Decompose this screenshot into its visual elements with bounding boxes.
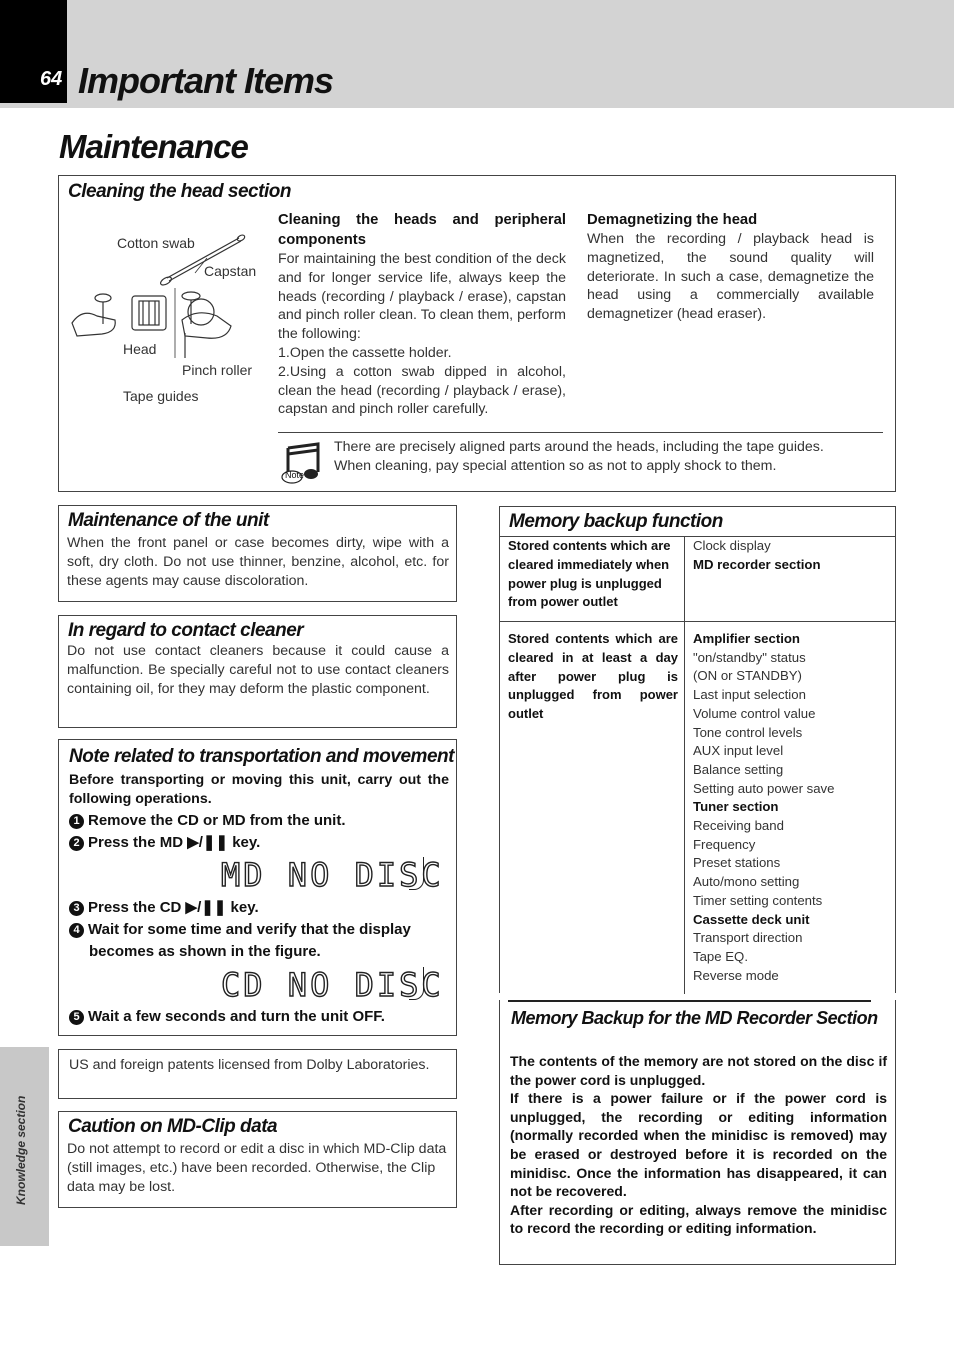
transport-step-5 xyxy=(69,1006,454,1028)
transport-step-3-text: Press the CD ▶/❚❚ key. xyxy=(88,899,259,916)
transport-step-4-cont: becomes as shown in the figure. xyxy=(89,943,321,960)
tuner-item: Auto/mono setting xyxy=(693,874,800,890)
demag-heading: Demagnetizing the head xyxy=(587,212,758,228)
amp-item: Setting auto power save xyxy=(693,780,835,796)
transport-step-4 xyxy=(69,919,454,941)
cleaning-head-title: Cleaning the head section xyxy=(68,181,291,202)
tuner-item: Timer setting contents xyxy=(693,892,823,908)
transport-step-1 xyxy=(69,810,454,832)
transport-box xyxy=(58,739,457,1036)
md-backup-p3: After recording or editing, always remove the minidisc to record the recording or editing information. xyxy=(510,1201,887,1237)
memory-backup-title: Memory backup function xyxy=(509,511,723,532)
md-clip-title: Caution on MD-Clip data xyxy=(68,1116,278,1137)
step-number-3: 3 xyxy=(69,901,84,916)
transport-step-2-text: Press the MD ▶/❚❚ key. xyxy=(88,834,261,851)
note-icon-label: Note xyxy=(285,470,305,480)
note-line-1: There are precisely aligned parts around the heads, including the tape guides. xyxy=(334,439,824,455)
heads-step-1: 1.Open the cassette holder. xyxy=(278,344,452,361)
lcd-display-cd: CD NO DISC xyxy=(221,966,444,1004)
amp-heading: Amplifier section xyxy=(693,631,800,646)
step-number-2: 2 xyxy=(69,836,84,851)
memory-row2-right xyxy=(693,630,888,985)
amp-item: AUX input level xyxy=(693,743,784,759)
memory-row1-left: Stored contents which are cleared immediately when power plug is unplugged from power outlet xyxy=(508,538,671,610)
md-backup-p1: The contents of the memory are not stored on the disc if the power cord is unplugged. xyxy=(510,1053,887,1088)
patent-text: US and foreign patents licensed from Dolby Laboratories. xyxy=(69,1057,430,1073)
deck-heading: Cassette deck unit xyxy=(693,911,810,927)
md-backup-box xyxy=(499,1000,896,1265)
page-number: 64 xyxy=(40,68,63,90)
amp-item: Last input selection xyxy=(693,687,806,703)
memory-row-divider xyxy=(500,621,895,622)
contact-cleaner-title: In regard to contact cleaner xyxy=(68,620,304,641)
maintenance-unit-title: Maintenance of the unit xyxy=(68,510,269,531)
maintenance-unit-body: When the front panel or case becomes dirty, wipe with a soft, dry cloth. Do not use thinner, benzine, alcohol, etc. for these agents may cause discoloration. xyxy=(67,535,449,589)
md-backup-p2: If there is a power failure or if the power cord is unplugged, the recording or editing information (normally recorded when the minidisc is removed) may be erased or destroyed before it is recorded on the minidisc. Once the information has disappeared, it can not be recovered. xyxy=(510,1090,887,1200)
maintenance-unit-box xyxy=(58,505,457,602)
patent-box xyxy=(58,1049,457,1099)
heads-heading: Cleaning the heads and peripheral components xyxy=(278,212,566,248)
md-clip-body: Do not attempt to record or edit a disc in which MD-Clip data (still images, etc.) have been recorded. Otherwise, the Clip data may be lost. xyxy=(67,1141,447,1195)
demag-body: When the recording / playback head is magnetized, the sound quality will deteriorate. In such a case, demagnetize the head using a commercially available demagnetizer (head eraser). xyxy=(587,231,874,323)
lcd-display-md: MD NO DISC xyxy=(221,856,444,894)
lcd-frame-cd xyxy=(409,967,424,1000)
tuner-item: Receiving band xyxy=(693,818,784,834)
transport-steps-a xyxy=(69,810,454,854)
step-number-5: 5 xyxy=(69,1010,84,1025)
amp-item: (ON or STANDBY) xyxy=(693,668,802,684)
deck-item: Reverse mode xyxy=(693,967,779,983)
step-number-4: 4 xyxy=(69,923,84,938)
heads-step-2: 2.Using a cotton swab dipped in alcohol, clean the head (recording / playback / erase), capstan and pinch roller carefully. xyxy=(278,363,566,418)
transport-steps-b xyxy=(69,897,454,963)
contact-cleaner-box xyxy=(58,615,457,728)
memory-row1-right xyxy=(693,537,888,574)
label-tape-guides: Tape guides xyxy=(123,388,199,404)
md-clip-box xyxy=(58,1111,457,1208)
step-number-1: 1 xyxy=(69,814,84,829)
memory-backup-box xyxy=(499,506,896,993)
transport-step-3 xyxy=(69,897,454,919)
page-title: Important Items xyxy=(78,60,334,101)
tuner-item: Preset stations xyxy=(693,855,781,871)
memory-column-divider xyxy=(684,536,685,994)
transport-steps-c xyxy=(69,1006,454,1028)
contact-cleaner-body: Do not use contact cleaners because it could cause a malfunction. Be specially careful not to use contact cleaners containing oil, for they may deform the plastic component. xyxy=(67,643,449,697)
amp-item: Tone control levels xyxy=(693,724,803,740)
sidebar-label: Knowledge section xyxy=(14,1095,28,1205)
transport-title: Note related to transportation and movement xyxy=(69,746,454,767)
amp-item: Balance setting xyxy=(693,761,784,777)
amp-item: Volume control value xyxy=(693,705,816,721)
md-backup-top-rule xyxy=(508,1000,871,1002)
tuner-heading: Tuner section xyxy=(693,799,779,815)
lcd-frame-md xyxy=(409,857,424,890)
deck-item: Tape EQ. xyxy=(693,948,748,964)
label-capstan: Capstan xyxy=(204,263,257,279)
cleaning-head-box xyxy=(58,175,896,492)
label-cotton-swab: Cotton swab xyxy=(117,235,195,251)
transport-step-5-text: Wait a few seconds and turn the unit OFF. xyxy=(88,1008,385,1025)
transport-intro: Before transporting or moving this unit, carry out the following operations. xyxy=(69,772,449,807)
label-head: Head xyxy=(123,341,157,357)
heads-body: For maintaining the best condition of the deck and for longer service life, always keep the heads (recording / playback / erase), capstan and pinch roller clean. To clean them, perform the following: xyxy=(278,251,566,343)
demagnetize-column xyxy=(587,210,874,324)
md-backup-title: Memory Backup for the MD Recorder Section xyxy=(511,1008,878,1028)
memory-md-recorder: MD recorder section xyxy=(693,556,821,572)
note-icon xyxy=(280,442,320,484)
heads-cleaning-column xyxy=(278,210,566,419)
note-line-2: When cleaning, pay special attention so as not to apply shock to them. xyxy=(334,457,777,474)
transport-step-1-text: Remove the CD or MD from the unit. xyxy=(88,812,346,829)
note-divider xyxy=(278,432,883,433)
memory-row2-left: Stored contents which are cleared in at least a day after power plug is unplugged from power outlet xyxy=(508,631,678,722)
md-backup-body xyxy=(510,1052,887,1238)
note-text xyxy=(334,438,884,476)
amp-item: "on/standby" status xyxy=(693,649,806,665)
deck-item: Transport direction xyxy=(693,930,803,946)
transport-step-2 xyxy=(69,832,454,854)
memory-clock-display: Clock display xyxy=(693,538,771,553)
label-pinch-roller: Pinch roller xyxy=(182,362,253,378)
section-title: Maintenance xyxy=(59,128,248,165)
transport-step-4-text-a: Wait for some time and verify that the display xyxy=(88,921,411,938)
tuner-item: Frequency xyxy=(693,836,756,852)
